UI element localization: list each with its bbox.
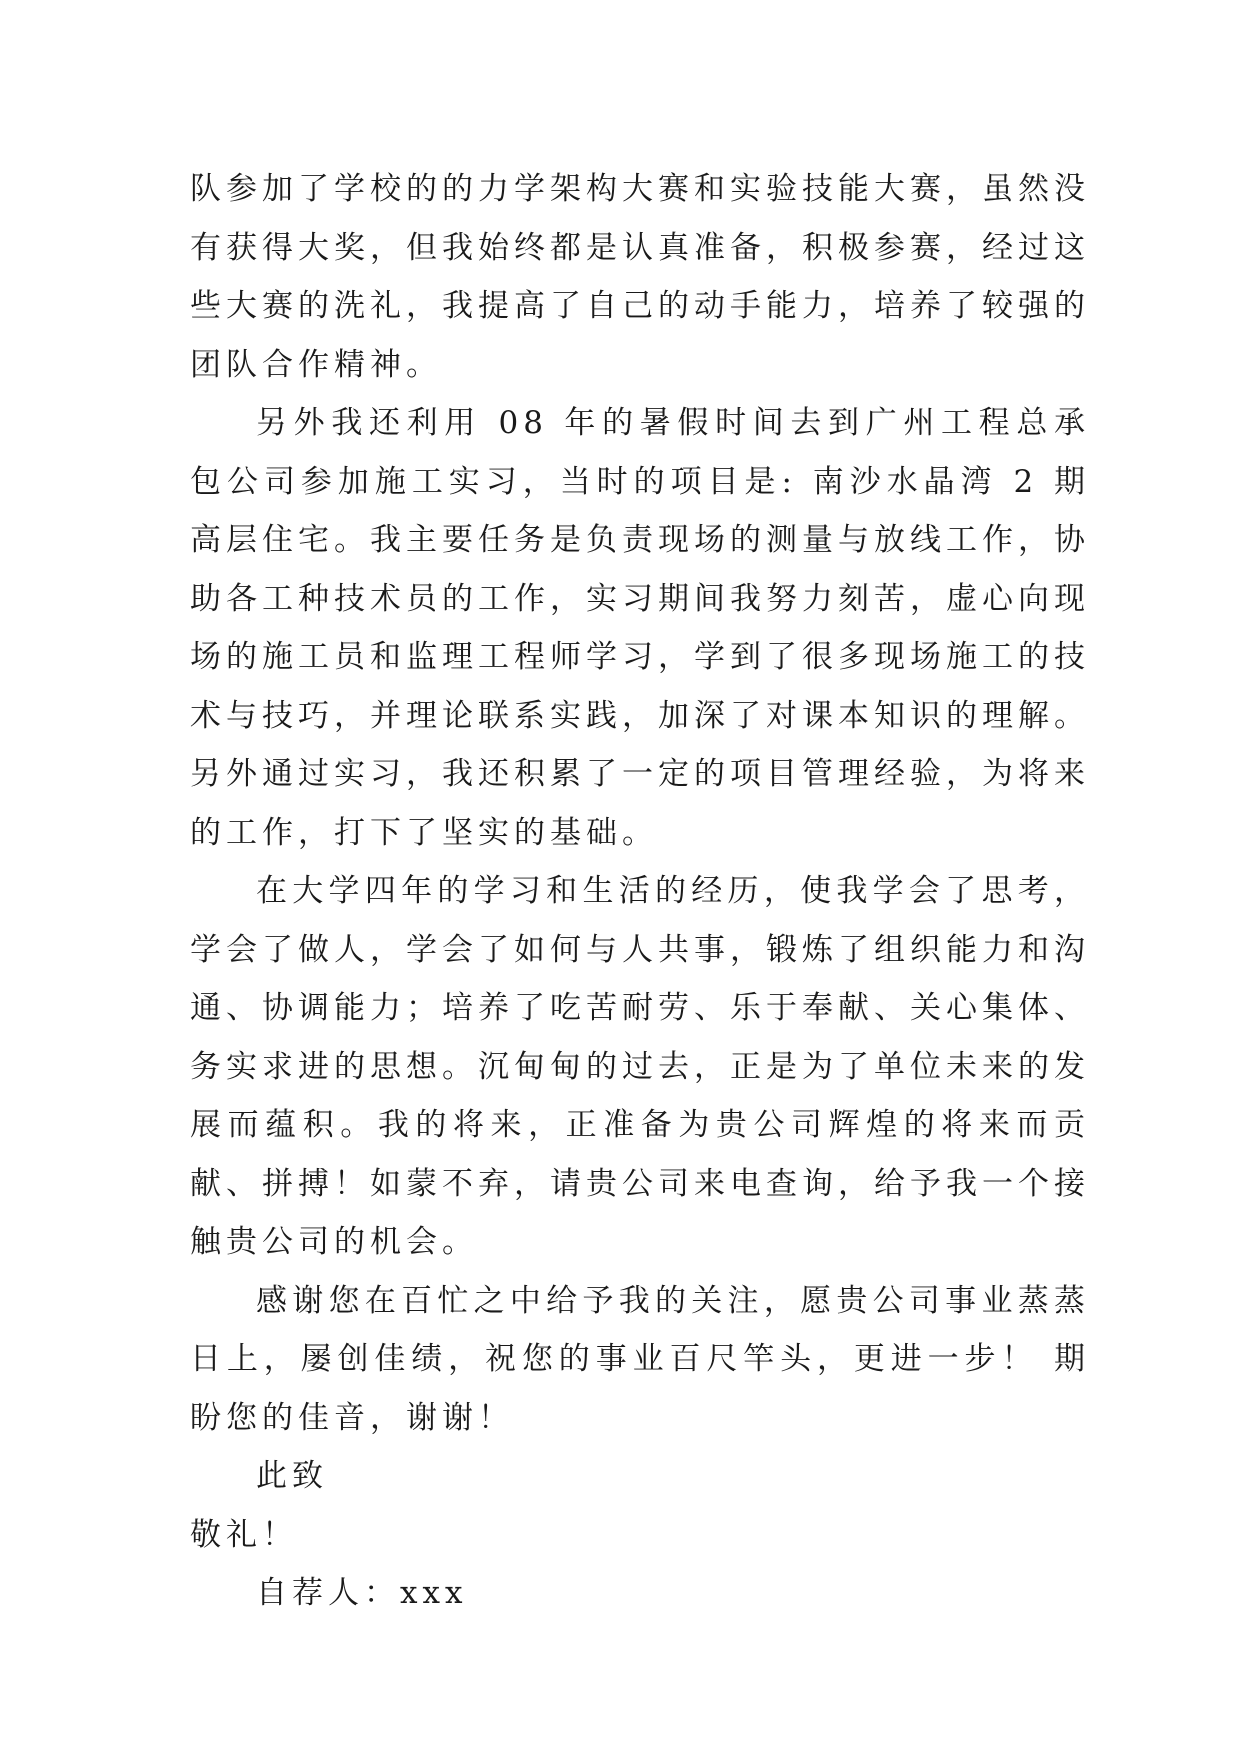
paragraph-contest-experience: 队参加了学校的的力学架构大赛和实验技能大赛，虽然没有获得大奖，但我始终都是认真准备，积极参赛，经过这些大赛的洗礼，我提高了自己的动手能力，培养了较强的团队合作精神。 xyxy=(190,171,1090,383)
signature-line: 自荐人：xxx xyxy=(256,1575,468,1611)
letter-body xyxy=(190,160,1090,1623)
salutation-line: 敬礼！ xyxy=(190,1516,298,1553)
paragraph-internship: 另外我还利用 08 年的暑假时间去到广州工程总承包公司参加施工实习，当时的项目是: 南沙水晶湾 2 期高层住宅。我主要任务是负责现场的测量与放线工作，协助各工种技术员的工作，实习期间我努力刻苦，虚心向现场的施工员和监理工程师学习，学到了很多现场施工的技术与技巧，并理论联系实践，加深了对课本知识的理解。另外通过实习，我还积累了一定的项目管理经验，为将来的工作，打下了坚实的基础。 xyxy=(190,405,1090,851)
paragraph-university-summary: 在大学四年的学习和生活的经历，使我学会了思考，学会了做人，学会了如何与人共事，锻炼了组织能力和沟通、协调能力；培养了吃苦耐劳、乐于奉献、关心集体、务实求进的思想。沉甸甸的过去，正是为了单位未来的发展而蕴积。我的将来，正准备为贵公司辉煌的将来而贡献、拼搏！如蒙不弃，请贵公司来电查询，给予我一个接触贵公司的机会。 xyxy=(190,873,1090,1260)
closing-line: 此致 xyxy=(256,1458,328,1494)
paragraph-thanks: 感谢您在百忙之中给予我的关注，愿贵公司事业蒸蒸日上，屡创佳绩，祝您的事业百尺竿头，更进一步！ 期盼您的佳音，谢谢！ xyxy=(190,1282,1090,1436)
